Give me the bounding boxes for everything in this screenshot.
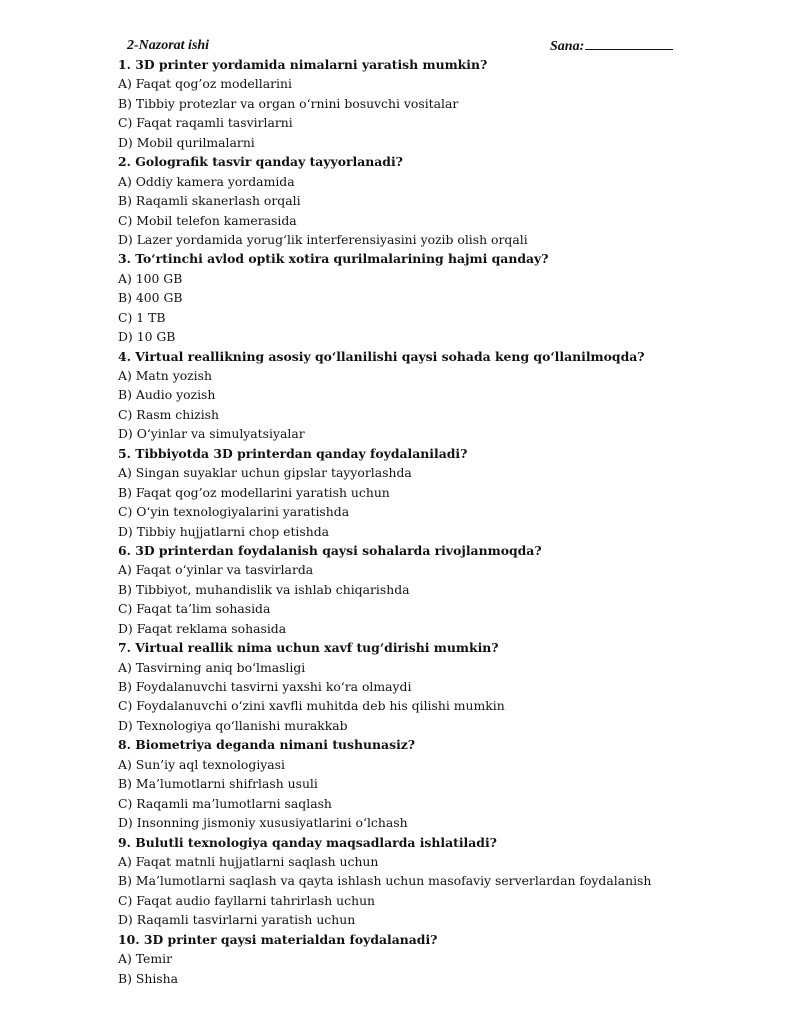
date-label: Sana: (550, 39, 585, 54)
answer-option: C) Raqamli ma’lumotlarni saqlash (118, 795, 332, 811)
question-text: 3. To‘rtinchi avlod optik xotira qurilmalarining hajmi qanday? (118, 251, 549, 267)
question-text: 1. 3D printer yordamida nimalarni yaratish mumkin? (118, 57, 488, 72)
answer-option: B) Ma’lumotlarni saqlash va qayta ishlash uchun masofaviy serverlardan foydalanish (118, 873, 652, 889)
answer-option: D) Mobil qurilmalarni (118, 134, 255, 150)
answer-option: C) Rasm chizish (118, 406, 220, 422)
question-block (118, 249, 718, 346)
answer-option: A) Sun’iy aql texnologiyasi (118, 756, 285, 772)
answer-option: A) Tasvirning aniq bo‘lmasligi (118, 659, 306, 675)
question-text: 2. Golografik tasvir qanday tayyorlanadi? (118, 154, 403, 170)
date-field (550, 36, 673, 56)
question-text: 6. 3D printerdan foydalanish qaysi sohalarda rivojlanmoqda? (118, 542, 542, 558)
answer-option: D) Faqat reklama sohasida (118, 620, 287, 636)
answer-option: B) Ma’lumotlarni shifrlash usuli (118, 776, 318, 792)
answer-option: B) Raqamli skanerlash orqali (118, 193, 301, 209)
answer-option: A) Faqat o‘yinlar va tasvirlarda (118, 562, 314, 578)
answer-option: D) O‘yinlar va simulyatsiyalar (118, 426, 305, 442)
question-block (118, 735, 718, 832)
answer-option: A) Oddiy kamera yordamida (118, 173, 295, 189)
answer-option: D) Insonning jismoniy xususiyatlarini o‘lchash (118, 815, 408, 831)
answer-option: B) Shisha (118, 970, 179, 986)
answer-option: B) Tibbiyot, muhandislik va ishlab chiqarishda (118, 581, 410, 597)
answer-option: D) Raqamli tasvirlarni yaratish uchun (118, 912, 356, 928)
answer-option: C) Faqat ta’lim sohasida (118, 601, 271, 617)
question-text: 10. 3D printer qaysi materialdan foydalanadi? (118, 931, 438, 947)
question-text: 5. Tibbiyotda 3D printerdan qanday foydalaniladi? (118, 445, 468, 461)
answer-option: A) 100 GB (118, 270, 183, 286)
answer-option: C) Foydalanuvchi o‘zini xavfli muhitda deb his qilishi mumkin (118, 698, 505, 714)
question-block (118, 152, 718, 249)
answer-option: C) O‘yin texnologiyalarini yaratishda (118, 504, 350, 520)
answer-option: B) 400 GB (118, 290, 183, 306)
answer-option: C) Faqat raqamli tasvirlarni (118, 115, 293, 131)
answer-option: C) Faqat audio fayllarni tahrirlash uchun (118, 892, 376, 908)
question-text: 7. Virtual reallik nima uchun xavf tug‘dirishi mumkin? (118, 640, 499, 656)
answer-option: A) Faqat qog’oz modellarini (118, 76, 292, 92)
question-block (118, 541, 718, 638)
document-header (118, 36, 718, 55)
question-text: 8. Biometriya deganda nimani tushunasiz? (118, 737, 416, 753)
answer-option: D) Texnologiya qo‘llanishi murakkab (118, 717, 348, 733)
question-text: 9. Bulutli texnologiya qanday maqsadlarda ishlatiladi? (118, 834, 497, 850)
answer-option: B) Tibbiy protezlar va organ o‘rnini bosuvchi vositalar (118, 95, 459, 111)
question-block (118, 833, 718, 930)
document-title: 2-Nazorat ishi (127, 38, 210, 53)
answer-option: A) Faqat matnli hujjatlarni saqlash uchun (118, 853, 379, 869)
answer-option: D) Lazer yordamida yorug‘lik interferensiyasini yozib olish orqali (118, 231, 528, 247)
answer-option: D) 10 GB (118, 329, 176, 345)
answer-option: A) Singan suyaklar uchun gipslar tayyorlashda (118, 465, 412, 481)
question-block (118, 347, 718, 444)
answer-option: C) 1 TB (118, 309, 166, 325)
document-page (118, 36, 718, 988)
answer-option: B) Faqat qog’oz modellarini yaratish uchun (118, 484, 390, 500)
answer-option: D) Tibbiy hujjatlarni chop etishda (118, 523, 330, 539)
answer-option: A) Temir (118, 951, 172, 967)
question-block (118, 55, 718, 152)
question-block (118, 638, 718, 735)
question-text: 4. Virtual reallikning asosiy qo‘llanilishi qaysi sohada keng qo‘llanilmoqda? (118, 348, 645, 364)
answer-option: A) Matn yozish (118, 368, 212, 383)
answer-option: B) Foydalanuvchi tasvirni yaxshi ko‘ra olmaydi (118, 679, 412, 694)
question-block (118, 444, 718, 541)
answer-option: B) Audio yozish (118, 387, 216, 403)
answer-option: C) Mobil telefon kamerasida (118, 212, 297, 228)
question-block (118, 930, 718, 988)
date-blank-line (585, 36, 673, 50)
